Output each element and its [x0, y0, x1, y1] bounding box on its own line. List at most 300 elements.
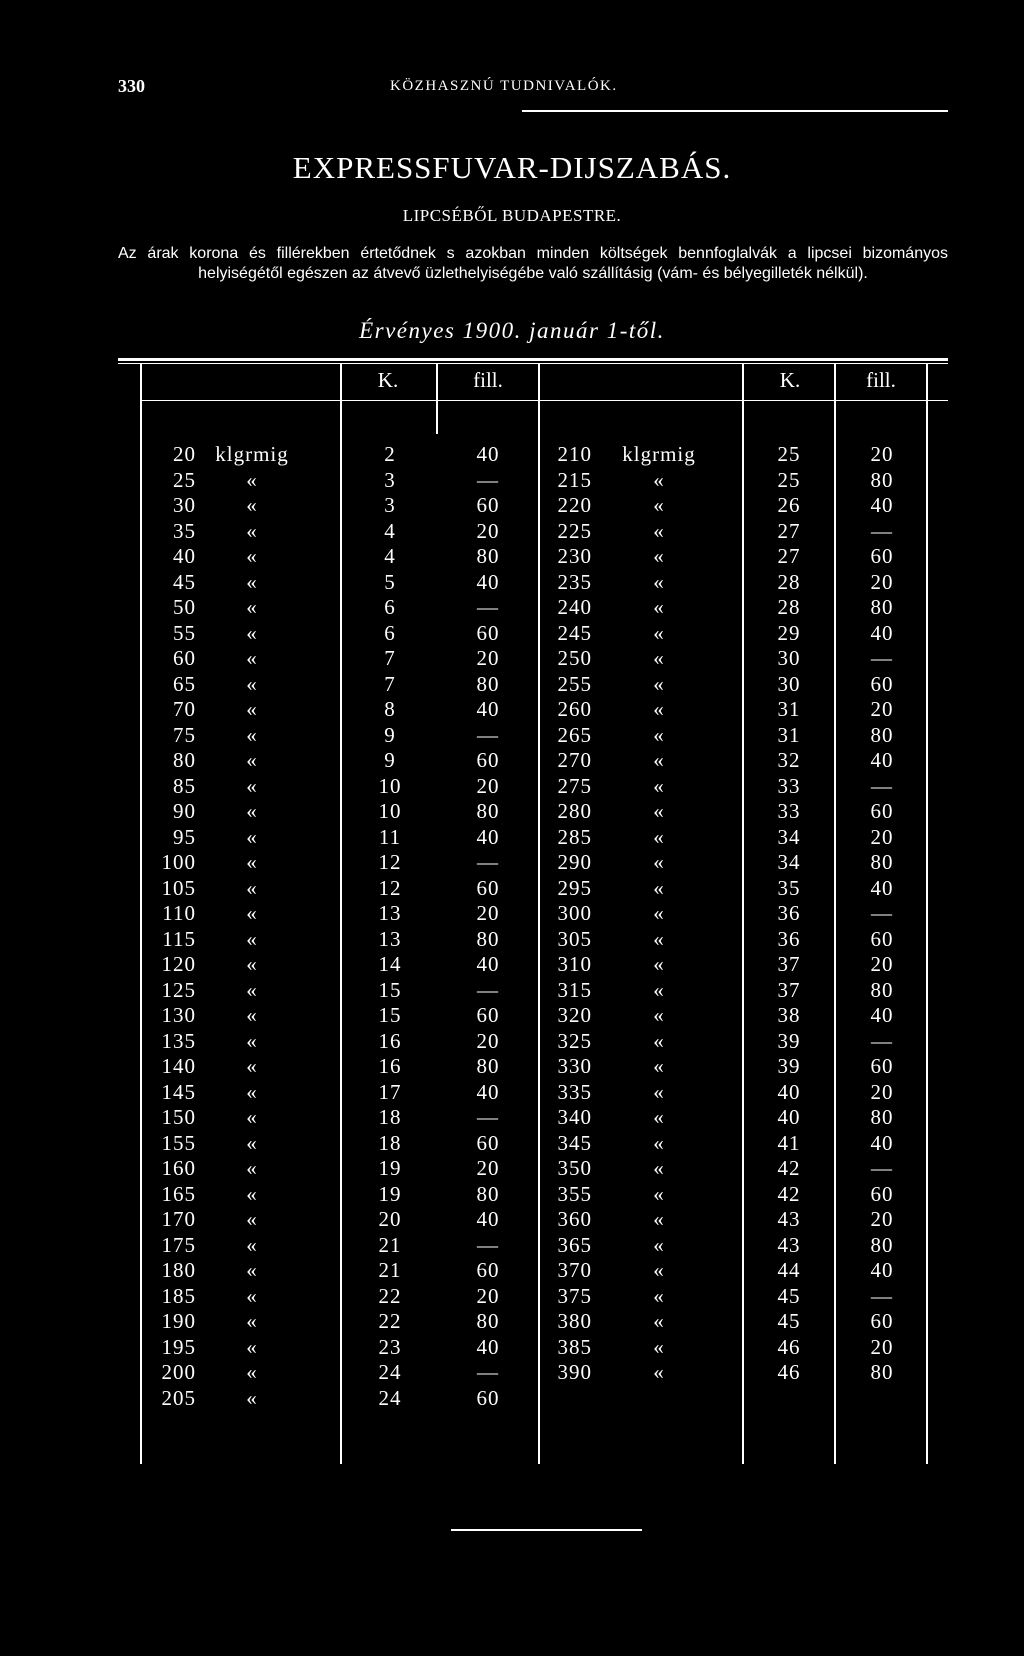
left-korona: 6 — [384, 595, 396, 619]
left-korona: 10 — [378, 773, 402, 798]
left-korona: 9 — [384, 722, 396, 747]
left-k-header: K. — [377, 368, 399, 392]
right-filler: 40 — [870, 620, 894, 645]
left-korona: 24 — [378, 1360, 402, 1384]
left-weight: 165 — [161, 1181, 196, 1206]
left-korona: 9 — [384, 748, 396, 772]
right-korona: 45 — [777, 1309, 801, 1333]
left-filler: 80 — [476, 926, 500, 951]
left-filler: 60 — [476, 1003, 500, 1027]
table-row — [118, 672, 948, 698]
left-filler: 20 — [476, 1028, 500, 1053]
left-ditto-mark: « — [246, 1360, 258, 1384]
page-header — [118, 76, 948, 100]
left-ditto-mark: « — [246, 1283, 258, 1308]
left-weight: 205 — [161, 1385, 196, 1410]
right-korona: 34 — [777, 824, 801, 849]
left-weight: 175 — [161, 1232, 196, 1257]
right-weight: 320 — [557, 1003, 592, 1027]
left-korona: 3 — [384, 467, 396, 492]
right-weight: 240 — [557, 595, 592, 619]
left-filler: 60 — [476, 1385, 500, 1410]
left-weight: 110 — [162, 901, 196, 925]
left-korona: 20 — [378, 1207, 402, 1231]
left-korona: 16 — [378, 1028, 402, 1053]
left-weight: 70 — [173, 697, 196, 721]
left-filler: 40 — [476, 1207, 500, 1231]
right-korona: 30 — [777, 646, 801, 670]
table-row — [118, 519, 948, 545]
right-weight: 340 — [557, 1105, 592, 1129]
left-filler: 80 — [476, 544, 500, 568]
right-ditto-mark: « — [653, 1181, 665, 1206]
right-filler: 80 — [870, 722, 894, 747]
right-filler: 60 — [870, 671, 894, 696]
right-korona: 33 — [777, 799, 801, 823]
left-ditto-mark: « — [246, 901, 258, 925]
left-korona: 16 — [378, 1054, 402, 1078]
right-korona: 34 — [777, 850, 801, 874]
right-ditto-mark: « — [653, 518, 665, 543]
right-ditto-mark: « — [653, 1334, 665, 1359]
table-row — [118, 876, 948, 902]
left-ditto-mark: « — [246, 595, 258, 619]
right-weight: 385 — [557, 1334, 592, 1359]
table-row — [118, 493, 948, 519]
right-ditto-mark: « — [653, 1079, 665, 1104]
right-weight: 370 — [557, 1258, 592, 1282]
right-ditto-mark: « — [653, 850, 665, 874]
right-ditto-mark: « — [653, 1232, 665, 1257]
left-weight: 145 — [161, 1079, 196, 1104]
right-weight: 310 — [557, 952, 592, 976]
right-filler: 60 — [870, 926, 894, 951]
left-korona: 19 — [378, 1181, 402, 1206]
left-weight: 170 — [161, 1207, 196, 1231]
left-filler: 80 — [476, 671, 500, 696]
left-weight: 40 — [173, 544, 196, 568]
left-ditto-mark: « — [246, 1130, 258, 1155]
right-filler: 40 — [870, 1003, 894, 1027]
right-weight: 375 — [557, 1283, 592, 1308]
right-weight: 345 — [557, 1130, 592, 1155]
left-filler: — — [477, 467, 499, 492]
right-filler: 80 — [870, 977, 894, 1002]
right-filler: — — [871, 518, 893, 543]
right-weight: 215 — [557, 467, 592, 492]
left-korona: 18 — [378, 1130, 402, 1155]
right-filler: 80 — [870, 1105, 894, 1129]
right-korona: 29 — [777, 620, 801, 645]
right-ditto-mark: « — [653, 799, 665, 823]
right-korona: 25 — [777, 467, 801, 492]
left-korona: 4 — [384, 518, 396, 543]
left-filler: 20 — [476, 901, 500, 925]
right-ditto-mark: « — [653, 671, 665, 696]
table-row — [118, 1054, 948, 1080]
right-ditto-mark: « — [653, 1309, 665, 1333]
left-filler: 40 — [476, 1334, 500, 1359]
right-filler: 40 — [870, 1258, 894, 1282]
right-ditto-mark: « — [653, 1028, 665, 1053]
left-unit: klgrmig — [215, 442, 289, 466]
right-filler: 80 — [870, 1232, 894, 1257]
rate-table — [118, 358, 948, 1466]
left-korona: 21 — [378, 1232, 402, 1257]
right-k-header: K. — [779, 368, 801, 392]
left-ditto-mark: « — [246, 1003, 258, 1027]
left-weight: 185 — [161, 1283, 196, 1308]
left-ditto-mark: « — [246, 1207, 258, 1231]
right-filler: 40 — [870, 875, 894, 900]
left-filler: — — [477, 595, 499, 619]
left-filler: 40 — [476, 442, 500, 466]
right-korona: 25 — [777, 442, 801, 466]
right-filler: 20 — [870, 824, 894, 849]
left-weight: 195 — [161, 1334, 196, 1359]
right-filler: 20 — [870, 1079, 894, 1104]
table-row — [118, 1131, 948, 1157]
left-filler: 40 — [476, 824, 500, 849]
right-ditto-mark: « — [653, 824, 665, 849]
right-weight: 235 — [557, 569, 592, 594]
page-number: 330 — [118, 76, 145, 96]
table-row — [118, 1029, 948, 1055]
left-ditto-mark: « — [246, 467, 258, 492]
right-ditto-mark: « — [653, 1207, 665, 1231]
right-filler: 20 — [870, 952, 894, 976]
right-filler: 80 — [870, 1360, 894, 1384]
right-ditto-mark: « — [653, 926, 665, 951]
left-filler: 40 — [476, 952, 500, 976]
left-korona: 5 — [384, 569, 396, 594]
right-ditto-mark: « — [653, 595, 665, 619]
table-row — [118, 1105, 948, 1131]
left-korona: 15 — [378, 977, 402, 1002]
table-row — [118, 978, 948, 1004]
left-weight: 65 — [173, 671, 196, 696]
right-ditto-mark: « — [653, 1003, 665, 1027]
right-ditto-mark: « — [653, 952, 665, 976]
right-korona: 28 — [777, 595, 801, 619]
table-row — [118, 442, 948, 468]
left-filler: 20 — [476, 646, 500, 670]
right-korona: 27 — [777, 544, 801, 568]
table-row — [118, 1233, 948, 1259]
left-ditto-mark: « — [246, 977, 258, 1002]
left-ditto-mark: « — [246, 1105, 258, 1129]
right-filler: — — [871, 1156, 893, 1180]
table-row — [118, 646, 948, 672]
right-fill-header: fill. — [866, 368, 896, 392]
left-filler: — — [477, 1360, 499, 1384]
right-korona: 33 — [777, 773, 801, 798]
left-ditto-mark: « — [246, 824, 258, 849]
left-fill-header: fill. — [473, 368, 503, 392]
left-ditto-mark: « — [246, 926, 258, 951]
table-row — [118, 799, 948, 825]
right-filler: 20 — [870, 442, 894, 466]
right-korona: 31 — [777, 722, 801, 747]
right-filler: 60 — [870, 1181, 894, 1206]
left-ditto-mark: « — [246, 697, 258, 721]
left-weight: 85 — [173, 773, 196, 798]
right-weight: 265 — [557, 722, 592, 747]
table-row — [118, 1386, 948, 1412]
right-filler: — — [871, 646, 893, 670]
left-korona: 12 — [378, 875, 402, 900]
right-korona: 37 — [777, 952, 801, 976]
left-filler: 20 — [476, 1283, 500, 1308]
left-korona: 24 — [378, 1385, 402, 1410]
right-filler: 40 — [870, 1130, 894, 1155]
right-filler: 20 — [870, 1334, 894, 1359]
table-row — [118, 1258, 948, 1284]
left-ditto-mark: « — [246, 799, 258, 823]
right-filler: — — [871, 1283, 893, 1308]
left-korona: 23 — [378, 1334, 402, 1359]
left-weight: 25 — [173, 467, 196, 492]
left-filler: 20 — [476, 773, 500, 798]
left-ditto-mark: « — [246, 518, 258, 543]
table-row — [118, 1207, 948, 1233]
left-filler: 80 — [476, 799, 500, 823]
left-korona: 21 — [378, 1258, 402, 1282]
right-weight: 355 — [557, 1181, 592, 1206]
right-korona: 38 — [777, 1003, 801, 1027]
right-korona: 26 — [777, 493, 801, 517]
left-ditto-mark: « — [246, 952, 258, 976]
left-korona: 4 — [384, 544, 396, 568]
right-filler: 80 — [870, 850, 894, 874]
right-filler: 20 — [870, 569, 894, 594]
left-weight: 80 — [173, 748, 196, 772]
left-ditto-mark: « — [246, 1334, 258, 1359]
table-header-rule — [140, 400, 948, 401]
right-ditto-mark: « — [653, 1156, 665, 1180]
right-weight: 270 — [557, 748, 592, 772]
left-korona: 13 — [378, 926, 402, 951]
right-korona: 41 — [777, 1130, 801, 1155]
right-weight: 225 — [557, 518, 592, 543]
left-korona: 15 — [378, 1003, 402, 1027]
right-ditto-mark: « — [653, 493, 665, 517]
left-filler: — — [477, 1232, 499, 1257]
left-weight: 20 — [173, 442, 196, 466]
left-ditto-mark: « — [246, 875, 258, 900]
left-ditto-mark: « — [246, 1309, 258, 1333]
left-filler: — — [477, 722, 499, 747]
table-row — [118, 901, 948, 927]
left-korona: 2 — [384, 442, 396, 466]
right-korona: 43 — [777, 1207, 801, 1231]
right-filler: 40 — [870, 748, 894, 772]
table-row — [118, 748, 948, 774]
right-ditto-mark: « — [653, 1054, 665, 1078]
right-weight: 210 — [557, 442, 592, 466]
right-korona: 30 — [777, 671, 801, 696]
right-ditto-mark: « — [653, 901, 665, 925]
left-weight: 130 — [161, 1003, 196, 1027]
table-row — [118, 1182, 948, 1208]
table-row — [118, 1156, 948, 1182]
right-weight: 260 — [557, 697, 592, 721]
table-row — [118, 1335, 948, 1361]
right-weight: 315 — [557, 977, 592, 1002]
right-weight: 380 — [557, 1309, 592, 1333]
left-filler: 20 — [476, 518, 500, 543]
right-filler: 20 — [870, 697, 894, 721]
left-weight: 75 — [173, 722, 196, 747]
left-filler: 80 — [476, 1054, 500, 1078]
table-row — [118, 1003, 948, 1029]
table-row — [118, 1360, 948, 1386]
right-weight: 220 — [557, 493, 592, 517]
right-ditto-mark: « — [653, 748, 665, 772]
left-filler: 60 — [476, 493, 500, 517]
table-row — [118, 927, 948, 953]
left-ditto-mark: « — [246, 493, 258, 517]
right-weight: 295 — [557, 875, 592, 900]
left-ditto-mark: « — [246, 1385, 258, 1410]
right-weight: 335 — [557, 1079, 592, 1104]
right-korona: 36 — [777, 926, 801, 951]
left-weight: 45 — [173, 569, 196, 594]
table-row — [118, 697, 948, 723]
right-filler: 60 — [870, 799, 894, 823]
left-weight: 115 — [162, 926, 196, 951]
right-ditto-mark: « — [653, 773, 665, 798]
left-korona: 12 — [378, 850, 402, 874]
header-rule — [522, 110, 948, 112]
page-title: EXPRESSFUVAR-DIJSZABÁS. — [292, 150, 732, 185]
table-row — [118, 952, 948, 978]
right-korona: 32 — [777, 748, 801, 772]
left-ditto-mark: « — [246, 850, 258, 874]
right-filler: — — [871, 1028, 893, 1053]
right-korona: 35 — [777, 875, 801, 900]
left-weight: 180 — [161, 1258, 196, 1282]
left-weight: 60 — [173, 646, 196, 670]
left-korona: 13 — [378, 901, 402, 925]
left-korona: 7 — [384, 646, 396, 670]
left-ditto-mark: « — [246, 748, 258, 772]
right-ditto-mark: « — [653, 467, 665, 492]
right-ditto-mark: « — [653, 544, 665, 568]
left-korona: 22 — [378, 1309, 402, 1333]
left-ditto-mark: « — [246, 569, 258, 594]
right-korona: 46 — [777, 1360, 801, 1384]
left-ditto-mark: « — [246, 646, 258, 670]
right-weight: 325 — [557, 1028, 592, 1053]
right-ditto-mark: « — [653, 697, 665, 721]
right-korona: 40 — [777, 1079, 801, 1104]
intro-paragraph: Az árak korona és fillérekben értetődnek s azokban minden költségek bennfoglalvák a lipcsei bizományos helyiségétől egészen az átvevő üzlethelyiségébe való szállításig (vám- és bélyegilleték nélkül). — [118, 245, 948, 282]
left-ditto-mark: « — [246, 722, 258, 747]
right-korona: 39 — [777, 1028, 801, 1053]
table-row — [118, 1284, 948, 1310]
left-fill-column-divider — [436, 364, 438, 434]
right-weight: 290 — [557, 850, 592, 874]
left-weight: 135 — [161, 1028, 196, 1053]
left-korona: 10 — [378, 799, 402, 823]
right-ditto-mark: « — [653, 722, 665, 747]
left-ditto-mark: « — [246, 620, 258, 645]
left-filler: — — [477, 1105, 499, 1129]
right-weight: 365 — [557, 1232, 592, 1257]
left-korona: 11 — [378, 824, 402, 849]
right-weight: 300 — [557, 901, 592, 925]
left-filler: 60 — [476, 620, 500, 645]
right-weight: 360 — [557, 1207, 592, 1231]
table-row — [118, 570, 948, 596]
right-ditto-mark: « — [653, 1105, 665, 1129]
left-weight: 55 — [173, 620, 196, 645]
right-weight: 255 — [557, 671, 592, 696]
left-weight: 190 — [161, 1309, 196, 1333]
left-korona: 6 — [384, 620, 396, 645]
table-top-rule — [118, 358, 948, 361]
left-weight: 125 — [161, 977, 196, 1002]
left-filler: 20 — [476, 1156, 500, 1180]
right-korona: 44 — [777, 1258, 801, 1282]
right-weight: 280 — [557, 799, 592, 823]
right-weight: 330 — [557, 1054, 592, 1078]
right-filler: 20 — [870, 1207, 894, 1231]
left-weight: 155 — [161, 1130, 196, 1155]
left-ditto-mark: « — [246, 1232, 258, 1257]
left-ditto-mark: « — [246, 544, 258, 568]
right-korona: 43 — [777, 1232, 801, 1257]
left-ditto-mark: « — [246, 671, 258, 696]
left-weight: 50 — [173, 595, 196, 619]
validity-note: Érvényes 1900. január 1-től. — [359, 318, 665, 343]
left-filler: 60 — [476, 875, 500, 900]
left-weight: 120 — [161, 952, 196, 976]
left-filler: 80 — [476, 1309, 500, 1333]
right-filler: 80 — [870, 467, 894, 492]
right-korona: 36 — [777, 901, 801, 925]
table-row — [118, 468, 948, 494]
left-filler: 60 — [476, 748, 500, 772]
right-filler: 60 — [870, 544, 894, 568]
right-korona: 46 — [777, 1334, 801, 1359]
left-ditto-mark: « — [246, 1054, 258, 1078]
left-filler: 60 — [476, 1130, 500, 1155]
bottom-rule — [451, 1529, 642, 1531]
right-filler: — — [871, 901, 893, 925]
left-weight: 105 — [161, 875, 196, 900]
left-weight: 150 — [161, 1105, 196, 1129]
left-weight: 160 — [161, 1156, 196, 1180]
right-weight: 250 — [557, 646, 592, 670]
right-korona: 37 — [777, 977, 801, 1002]
right-korona: 45 — [777, 1283, 801, 1308]
left-korona: 14 — [378, 952, 402, 976]
left-ditto-mark: « — [246, 1079, 258, 1104]
right-ditto-mark: « — [653, 620, 665, 645]
table-row — [118, 774, 948, 800]
table-row — [118, 595, 948, 621]
left-filler: — — [477, 850, 499, 874]
right-filler: — — [871, 773, 893, 798]
left-korona: 3 — [384, 493, 396, 517]
right-weight: 275 — [557, 773, 592, 798]
left-ditto-mark: « — [246, 1181, 258, 1206]
right-weight: 230 — [557, 544, 592, 568]
right-ditto-mark: « — [653, 569, 665, 594]
left-weight: 30 — [173, 493, 196, 517]
